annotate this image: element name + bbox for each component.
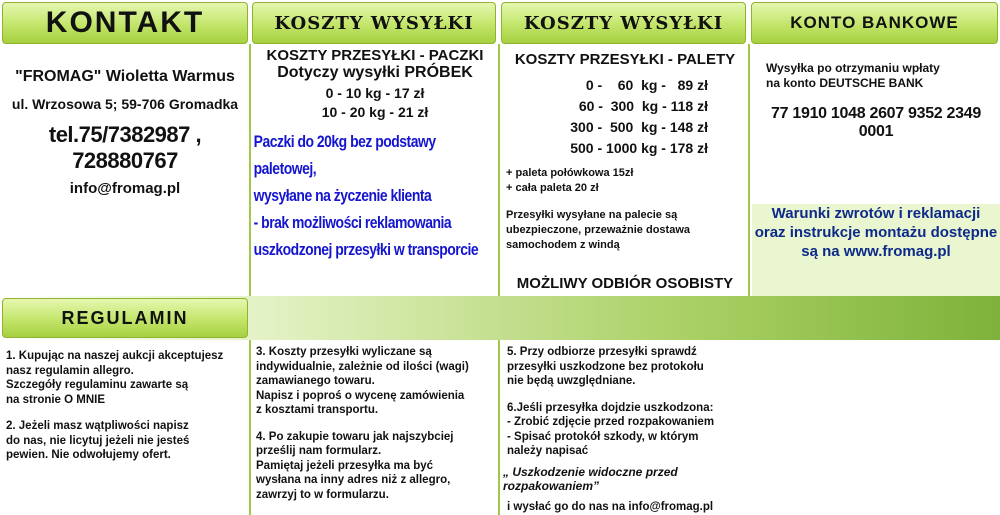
pallet-description-line: Przesyłki wysyłane na palecie są	[506, 209, 678, 221]
pallet-extra-line: + paleta połówkowa 15zł	[506, 167, 634, 179]
rule-line: zawrzyj to w formularzu.	[256, 488, 389, 501]
returns-notice-line: są na www.fromag.pl	[801, 243, 951, 260]
regulamin-column-1	[6, 349, 248, 463]
bank-account-section	[752, 61, 1000, 141]
parcel-price-row: 10 - 20 kg - 21 zł	[321, 104, 429, 120]
rule-line: wysłana na inny adres niż z allegro,	[256, 474, 451, 486]
regulamin-column-3	[503, 345, 752, 514]
header-kontakt: KONTAKT	[2, 2, 248, 44]
bank-account-number: 77 1910 1048 2607 9352 2349 0001	[771, 105, 981, 140]
parcel-notice	[252, 128, 498, 263]
rule-line: 6.Jeśli przesyłka dojdzie uszkodzona:	[507, 401, 714, 414]
company-phone: tel.75/7382987 , 728880767	[48, 122, 202, 173]
pallet-price-row: 60 - 300 kg - 118 zł	[578, 98, 708, 114]
rule-line: zamawianego towaru.	[256, 375, 375, 387]
rule-line: z kosztami transportu.	[256, 404, 379, 416]
parcel-notice-line: Paczki do 20kg bez podstawy paletowej,	[253, 132, 436, 178]
rule-line: prześlij nam formularz.	[256, 445, 382, 457]
damage-quote: „ Uszkodzenie widoczne przed rozpakowaniem”	[503, 464, 678, 493]
returns-notice-line: Warunki zwrotów i reklamacji	[771, 205, 981, 222]
rule-line: 5. Przy odbiorze przesyłki sprawdź	[507, 346, 697, 358]
rule-line: Pamiętaj jeżeli przesyłka ma być	[256, 459, 434, 472]
header-koszty-wysylki-paczki: KOSZTY WYSYŁKI	[252, 2, 496, 44]
rule-line: nasz regulamin allegro.	[6, 364, 134, 377]
rule-line: 1. Kupując na naszej aukcji akceptujesz	[6, 350, 224, 362]
company-name: "FROMAG" Wioletta Warmus	[15, 68, 235, 85]
rule-line: - Zrobić zdjęcie przed rozpakowaniem	[507, 416, 715, 428]
pallet-shipping-section	[502, 51, 748, 296]
pallet-price-row: 300 - 500 kg - 148 zł	[570, 119, 708, 135]
pallet-description-line: ubezpieczone, przeważnie dostawa	[506, 224, 690, 236]
regulamin-column-2	[256, 345, 498, 502]
header-regulamin: REGULAMIN	[2, 298, 248, 338]
pallet-price-row: 0 - 60 kg - 89 zł	[585, 77, 708, 93]
column-divider	[748, 44, 750, 296]
parcel-title: KOSZTY PRZESYŁKI - PACZKI	[266, 47, 484, 64]
header-konto-bankowe: KONTO BANKOWE	[751, 2, 998, 44]
rule-line: do nas, nie licytuj jeżeli nie jesteś	[6, 434, 190, 447]
returns-notice-line: oraz instrukcje montażu dostępne	[754, 224, 998, 241]
returns-notice	[752, 204, 1000, 296]
parcel-shipping-section	[252, 47, 498, 263]
company-address: ul. Wrzosowa 5; 59-706 Gromadka	[11, 96, 239, 112]
pallet-title: KOSZTY PRZESYŁKI - PALETY	[514, 51, 736, 68]
parcel-notice-line: uszkodzonej przesyłki w transporcie	[253, 240, 479, 259]
rule-line: 4. Po zakupie towaru jak najszybciej	[256, 430, 454, 443]
rule-line: należy napisać	[507, 445, 589, 457]
rule-line: 2. Jeżeli masz wątpliwości napisz	[6, 420, 189, 432]
column-divider	[498, 340, 500, 515]
column-divider	[249, 340, 251, 515]
rule-line: pewien. Nie odwołujemy ofert.	[6, 449, 171, 461]
contact-section	[0, 60, 250, 197]
rule-line: - Spisać protokół szkody, w którym	[507, 430, 699, 443]
rule-line: przesyłki uszkodzone bez protokołu	[507, 360, 704, 373]
rule-line: indywidualnie, zależnie od ilości (wagi)	[256, 360, 469, 373]
rule-line: nie będą uwzględniane.	[507, 375, 636, 387]
pallet-extra-line: + cała paleta 20 zł	[506, 182, 599, 194]
pallet-description-line: samochodem z windą	[506, 239, 620, 251]
parcel-notice-line: - brak możliwości reklamowania	[253, 213, 452, 232]
company-email[interactable]: info@fromag.pl	[69, 180, 181, 197]
rule-line: Szczegóły regulaminu zawarte są	[6, 379, 189, 391]
bank-info-line: na konto DEUTSCHE BANK	[766, 76, 924, 90]
bank-info-line: Wysyłka po otrzymaniu wpłaty	[766, 61, 940, 75]
parcel-notice-line: wysyłane na życzenie klienta	[253, 186, 432, 205]
pallet-description	[502, 208, 748, 253]
pallet-extras	[502, 166, 748, 196]
rule-line: i wysłać go do nas na info@fromag.pl	[507, 500, 714, 513]
rule-line: na stronie O MNIE	[6, 393, 106, 406]
pallet-price-row: 500 - 1000 kg - 178 zł	[570, 140, 708, 156]
column-divider	[498, 44, 500, 296]
rule-line: Napisz i poproś o wycenę zamówienia	[256, 389, 465, 402]
parcel-subtitle: Dotyczy wysyłki PRÓBEK	[277, 64, 473, 81]
personal-pickup-note: MOŻLIWY ODBIÓR OSOBISTY	[516, 275, 734, 292]
header-koszty-wysylki-palety: KOSZTY WYSYŁKI	[501, 2, 746, 44]
rule-line: 3. Koszty przesyłki wyliczane są	[256, 346, 432, 358]
parcel-price-row: 0 - 10 kg - 17 zł	[325, 85, 425, 101]
